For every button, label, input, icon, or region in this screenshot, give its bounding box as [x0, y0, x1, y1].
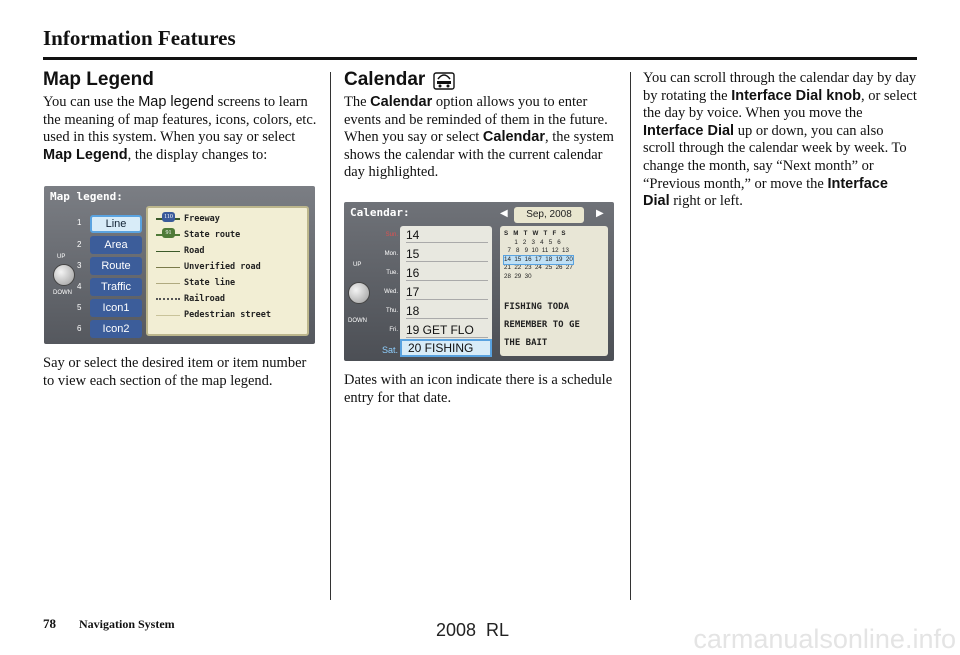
column-calendar: [344, 68, 620, 182]
weekday-label: Tue.: [386, 270, 398, 276]
term: Interface Dial knob: [731, 87, 861, 104]
menu-item-icon1: Icon1: [90, 299, 142, 317]
legend-row: [156, 278, 235, 288]
text: up or down, you can also scroll through the calendar week by week. To change the month, say “Next month” or “Previous month,” or move the: [643, 122, 907, 192]
month-grid: [504, 230, 573, 281]
paragraph: Dates with an icon indicate there is a schedule entry for that date.: [344, 372, 613, 406]
grid-row: S M T W T F S: [504, 230, 566, 237]
menu-item-area: Area: [90, 236, 142, 254]
road-line-icon: [156, 251, 180, 252]
section-heading-row: [344, 68, 620, 92]
text: option allows you to enter events and be reminded of them in the future. When you say or select: [344, 94, 608, 146]
railroad-line-icon: [156, 298, 180, 300]
legend-label: State route: [184, 230, 241, 240]
legend-label: State line: [184, 278, 236, 288]
prev-month-arrow-icon: ◀: [500, 208, 508, 219]
grid-row: 1 2 3 4 5 6: [504, 238, 561, 246]
day-row: 14: [406, 228, 488, 243]
column-divider: [630, 72, 631, 600]
day-row: 15: [406, 247, 488, 262]
month-label: Sep, 2008: [514, 207, 584, 223]
state-line-icon: [156, 283, 180, 284]
day-row: 17: [406, 285, 488, 300]
screen-title: Calendar:: [350, 206, 410, 219]
legend-label: Freeway: [184, 214, 220, 224]
column-map-legend: [43, 68, 321, 164]
menu-item-line: Line: [90, 215, 142, 233]
term: Calendar: [482, 129, 545, 146]
grid-row: 21 22 23 24 25 26 27: [504, 264, 573, 271]
menu-number: 3: [77, 261, 82, 270]
knob-up-label: UP: [353, 262, 362, 268]
schedule-note: THE BAIT: [504, 338, 548, 348]
column-divider: [330, 72, 331, 600]
paragraph: [643, 70, 918, 211]
text: You can scroll through the calendar day by day by rotating the: [643, 70, 917, 104]
weekday-label: Wed.: [384, 289, 398, 295]
next-month-arrow-icon: ▶: [596, 208, 604, 219]
menu-number: 1: [77, 218, 82, 227]
day-list: [400, 226, 492, 356]
column-scroll-info: [643, 70, 918, 211]
voice-command-icon: [433, 70, 455, 90]
grid-row: 7 8 9 10 11 12 13: [504, 247, 569, 254]
text: , the system shows the calendar with the current calendar day highlighted.: [344, 129, 614, 181]
month-panel: [500, 226, 608, 356]
schedule-note: REMEMBER TO GE: [504, 320, 580, 330]
column-calendar-bottom: [344, 372, 620, 407]
term: Map Legend: [43, 146, 128, 163]
calendar-screenshot: [344, 202, 614, 361]
weekday-label: Mon.: [384, 251, 398, 257]
paragraph: [344, 94, 620, 182]
legend-row: [156, 246, 204, 256]
day-row: 16: [406, 266, 488, 281]
legend-panel: [146, 206, 309, 336]
menu-number: 4: [77, 282, 82, 291]
menu-item-traffic: Traffic: [90, 278, 142, 296]
weekday-label: Thu.: [385, 308, 398, 314]
day-row: 19 GET FLO: [406, 323, 488, 338]
page-number: 78: [43, 616, 56, 631]
text: , or select the day by voice. When you move the: [643, 87, 917, 122]
legend-label: Unverified road: [184, 262, 261, 272]
menu-number: 2: [77, 240, 82, 249]
text: The: [344, 94, 371, 110]
knob: [53, 264, 75, 286]
weekday-label: Sat.: [381, 345, 398, 355]
text: , the display changes to:: [127, 146, 268, 163]
page-title: Information Features: [43, 26, 236, 50]
legend-row: [156, 294, 225, 304]
model-label: 2008 RL: [436, 620, 510, 640]
term: Map legend: [138, 94, 214, 110]
term: Interface Dial: [643, 122, 735, 139]
legend-label: Road: [184, 246, 205, 256]
legend-row: [156, 310, 271, 320]
pedestrian-street-line-icon: [156, 315, 180, 316]
knob-down-label: DOWN: [348, 318, 367, 324]
paragraph: [43, 94, 321, 164]
term: Calendar: [370, 94, 433, 110]
menu-item-icon2: Icon2: [90, 320, 142, 338]
freeway-shield-icon: 110: [162, 212, 175, 222]
weekday-label: Fri.: [389, 327, 398, 333]
watermark-url: carmanualsonline.info: [693, 624, 956, 654]
knob-up-label: UP: [57, 254, 66, 260]
screen-title: Map legend:: [50, 190, 123, 203]
state-route-shield-icon: 91: [162, 228, 175, 238]
day-row: 18: [406, 304, 488, 319]
knob-down-label: DOWN: [53, 290, 72, 296]
manual-name: Navigation System: [79, 617, 175, 631]
map-legend-screenshot: [44, 186, 315, 344]
text: screens to learn the meaning of map features, icons, colors, etc. used in this system. When you say or select: [43, 94, 317, 146]
grid-row-highlighted: 14 15 16 17 18 19 20: [504, 255, 573, 263]
term: Interface Dial: [643, 175, 888, 210]
day-row-selected: 20 FISHING: [400, 339, 492, 357]
grid-row: 28 29 30: [504, 272, 532, 280]
menu-item-route: Route: [90, 257, 142, 275]
column-map-legend-bottom: [43, 355, 321, 390]
paragraph: Say or select the desired item or item number to view each section of the map legend.: [43, 355, 307, 389]
legend-label: Railroad: [184, 294, 225, 304]
schedule-note: FISHING TODA: [504, 302, 570, 312]
text: You can use the: [43, 94, 139, 110]
section-heading: Map Legend: [43, 69, 154, 90]
menu-number: 6: [77, 324, 82, 333]
title-rule: [43, 57, 917, 60]
section-heading: Calendar: [344, 69, 426, 90]
weekday-label: Sun.: [385, 232, 398, 238]
menu-number: 5: [77, 303, 82, 312]
text: right or left.: [669, 193, 743, 210]
legend-label: Pedestrian street: [184, 310, 271, 320]
legend-row: [156, 262, 261, 272]
unverified-road-line-icon: [156, 267, 180, 268]
